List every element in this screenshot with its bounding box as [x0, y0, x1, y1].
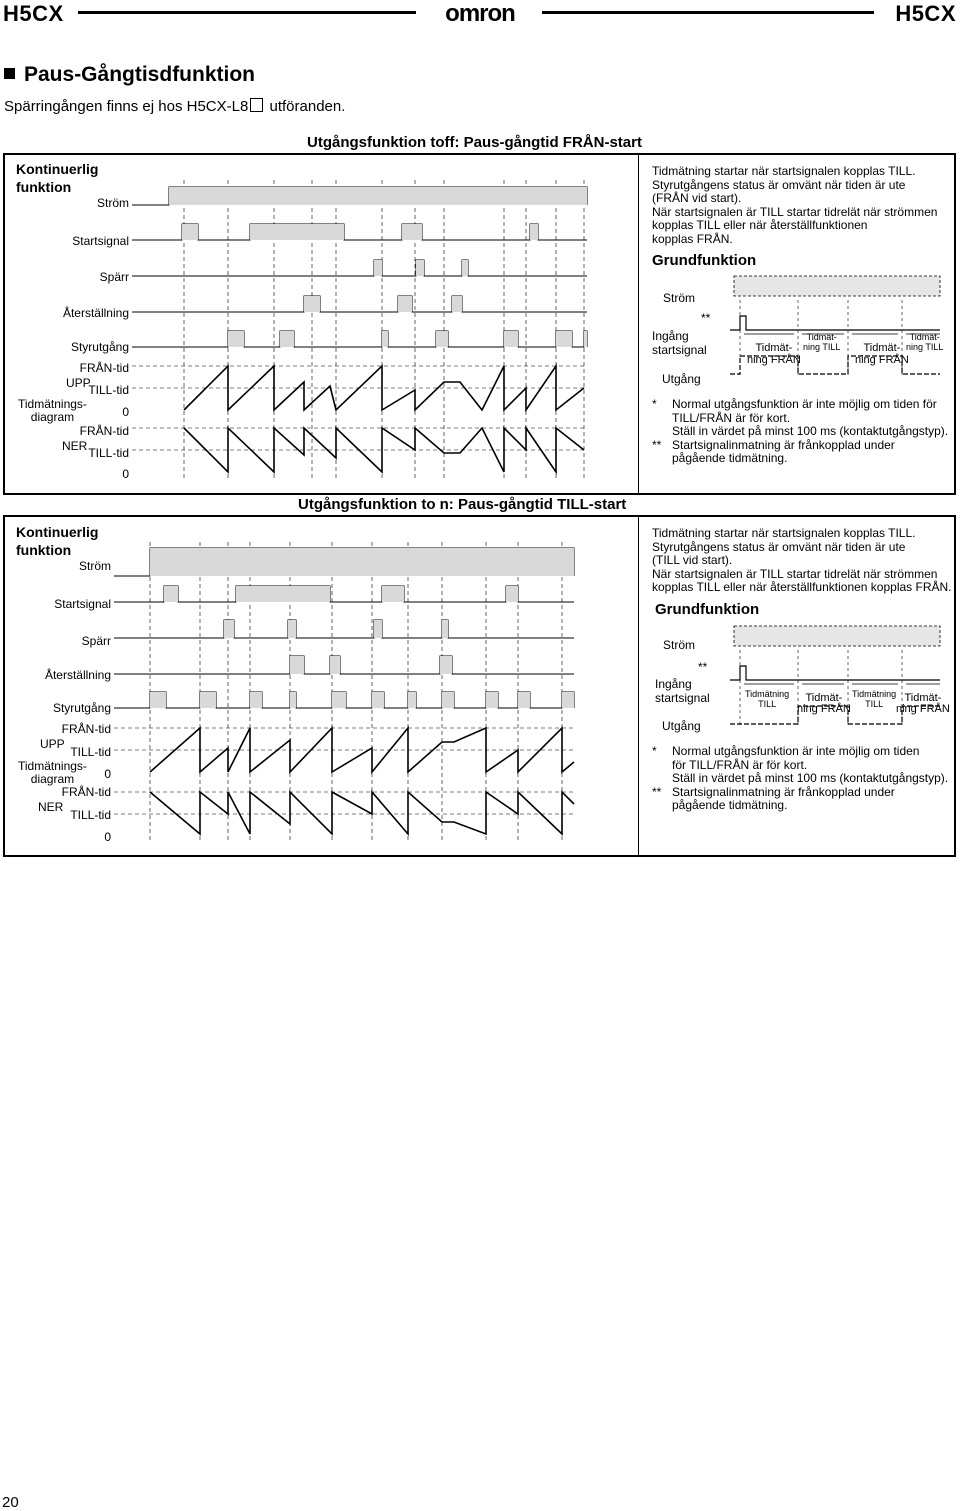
basic-seg3: Tidmät- ning FRÅN [855, 342, 909, 366]
section-toff-title: Utgångsfunktion toff: Paus-gångtid FRÅN-start [307, 134, 642, 151]
header-rule-right [542, 11, 874, 14]
aterstallning-signal-fill [452, 296, 462, 312]
label-zero-up: 0 [122, 405, 129, 419]
basic-label-stars: ** [698, 660, 708, 674]
styrutgang-signal-fill [250, 692, 262, 708]
startsignal-signal [114, 586, 574, 602]
label-aterstallning: Återställning [62, 306, 129, 320]
section-divider [638, 517, 639, 855]
startsignal-signal-fill [236, 586, 330, 602]
sparr-signal-fill [462, 260, 468, 276]
down-count-ramp [150, 792, 574, 834]
page-header [0, 0, 960, 28]
styrutgang-signal-fill [584, 331, 587, 347]
aterstallning-signal [114, 656, 574, 674]
basic-strom-band [734, 276, 940, 296]
label-fran-tid-down: FRÅN-tid [61, 785, 111, 799]
sparr-signal-fill [374, 260, 382, 276]
basic-input-pulse [730, 666, 940, 680]
strom-signal-fill [150, 548, 574, 576]
styrutgang-signal-fill [280, 331, 294, 347]
label-fran-tid-down: FRÅN-tid [79, 424, 129, 438]
label-diagram: Tidmätnings- diagram [18, 397, 87, 424]
basic-label-utgang: Utgång [662, 719, 701, 733]
basic-seg4: Tidmät- ning FRÅN [896, 692, 950, 715]
label-zero-down: 0 [122, 467, 129, 481]
basic-seg2: Tidmät- ning FRÅN [797, 692, 851, 715]
startsignal-signal-fill [182, 224, 198, 240]
basic-strom-band [734, 626, 940, 646]
label-strom: Ström [78, 559, 111, 573]
startsignal-signal-fill [382, 586, 404, 602]
basic-seg2: Tidmät- ning TILL [803, 332, 841, 352]
label-diagram: Tidmätnings- diagram [18, 759, 87, 786]
label-upp: UPP [66, 376, 91, 390]
label-till-tid-up: TILL-tid [70, 745, 111, 759]
sparr-signal-fill [288, 620, 296, 638]
basic-seg4: Tidmät- ning TILL [906, 332, 944, 352]
styrutgang-signal-fill [562, 692, 574, 708]
styrutgang-signal-fill [332, 692, 346, 708]
bullet-square-icon [4, 68, 15, 79]
aterstallning-signal-fill [304, 296, 320, 312]
basic-label-ingang: Ingång startsignal [655, 677, 710, 705]
startsignal-signal [132, 224, 587, 240]
startsignal-signal-fill [506, 586, 518, 602]
label-upp: UPP [40, 737, 65, 751]
notes-toff: * Normal utgångsfunktion är inte möjlig om tiden för TILL/FRÅN är för kort. Ställ in värdet på minst 100 ms (kontaktutgångstyp). ** Startsignalinmatning är frånkopplad under pågående tidmätning. [652, 397, 949, 465]
styrutgang-signal-fill [556, 331, 572, 347]
styrutgang-signal-fill [504, 331, 518, 347]
basic-label-stars: ** [701, 311, 711, 325]
basic-seg1: Tidmät- ning FRÅN [747, 342, 801, 366]
mode-label: Kontinuerlig funktion [16, 524, 99, 558]
styrutgang-signal [132, 331, 587, 347]
label-sparr: Spärr [81, 634, 111, 648]
styrutgang-signal-fill [518, 692, 530, 708]
styrutgang-signal-fill [150, 692, 166, 708]
description-toff: Tidmätning startar när startsignalen kopplas TILL. Styrutgångens status är omvänt när tiden är ute (FRÅN vid start). När startsignalen är TILL startar tidrelät när strömmen kopplas TILL eller när återställfunktionen kopplas FRÅN. [652, 164, 938, 246]
styrutgang-signal-fill [372, 692, 384, 708]
label-startsignal: Startsignal [72, 234, 129, 248]
startsignal-signal-fill [250, 224, 344, 240]
label-styrutgang: Styrutgång [70, 340, 129, 354]
basic-seg1: Tidmätning TILL [745, 689, 790, 709]
page-subtitle: Spärringången finns ej hos H5CX-L8 utföranden. [4, 98, 346, 115]
startsignal-signal-fill [530, 224, 538, 240]
label-aterstallning: Återställning [44, 668, 111, 682]
header-model-left: H5CX [3, 1, 64, 26]
basic-input-pulse [730, 316, 940, 330]
label-ner: NER [62, 439, 88, 453]
page-title: Paus-Gångtisdfunktion [4, 63, 255, 87]
sparr-signal-fill [374, 620, 382, 638]
aterstallning-signal-fill [290, 656, 304, 674]
timing-chart-toff [132, 150, 592, 480]
styrutgang-signal-fill [290, 692, 296, 708]
grundfunktion-heading: Grundfunktion [655, 601, 760, 618]
grundfunktion-heading: Grundfunktion [652, 252, 757, 269]
notes-ton: * Normal utgångsfunktion är inte möjlig om tiden för TILL/FRÅN är för kort. Ställ in värdet på minst 100 ms (kontaktutgångstyp). ** Startsignalinmatning är frånkopplad under pågående tidmätning. [652, 744, 949, 812]
sparr-signal [132, 260, 587, 276]
sparr-signal-fill [442, 620, 448, 638]
header-rule-left [78, 11, 416, 14]
label-ner: NER [38, 800, 64, 814]
styrutgang-signal-fill [436, 331, 448, 347]
mode-label: Kontinuerlig funktion [16, 161, 99, 195]
header-model-right: H5CX [895, 1, 956, 26]
basic-label-strom: Ström [663, 638, 696, 652]
label-till-tid-down: TILL-tid [88, 446, 129, 460]
label-till-tid-down: TILL-tid [70, 808, 111, 822]
strom-signal-fill [169, 187, 587, 205]
aterstallning-signal-fill [330, 656, 340, 674]
aterstallning-signal-fill [440, 656, 452, 674]
label-zero-down: 0 [104, 830, 111, 844]
styrutgang-signal-fill [382, 331, 388, 347]
label-till-tid-up: TILL-tid [88, 383, 129, 397]
styrutgang-signal-fill [200, 692, 216, 708]
label-styrutgang: Styrutgång [52, 701, 111, 715]
basic-seg3: Tidmätning TILL [852, 689, 897, 709]
sparr-signal-fill [416, 260, 424, 276]
description-ton: Tidmätning startar när startsignalen kopplas TILL. Styrutgångens status är omvänt när tiden är ute (TILL vid start). När startsignalen är TILL startar tidrelät när strömmen kopplas TILL eller när återställfunktionen kopplas FRÅN. [652, 526, 952, 594]
label-startsignal: Startsignal [54, 597, 111, 611]
startsignal-signal-fill [402, 224, 422, 240]
aterstallning-signal-fill [398, 296, 412, 312]
sparr-signal-fill [224, 620, 234, 638]
startsignal-signal-fill [164, 586, 178, 602]
aterstallning-signal [132, 296, 587, 312]
brand-logo: omron [445, 0, 515, 27]
sparr-signal [114, 620, 574, 638]
styrutgang-signal-fill [442, 692, 454, 708]
section-ton-title: Utgångsfunktion to n: Paus-gångtid TILL-start [298, 496, 627, 513]
page-number: 20 [2, 1494, 19, 1511]
basic-label-utgang: Utgång [662, 372, 701, 386]
styrutgang-signal-fill [228, 331, 244, 347]
styrutgang-signal-fill [408, 692, 416, 708]
basic-label-ingang: Ingång startsignal [652, 329, 707, 357]
section-divider [638, 155, 639, 493]
label-strom: Ström [96, 196, 129, 210]
basic-label-strom: Ström [663, 291, 696, 305]
label-fran-tid-up: FRÅN-tid [61, 722, 111, 736]
label-fran-tid-up: FRÅN-tid [79, 361, 129, 375]
label-sparr: Spärr [99, 270, 129, 284]
label-zero-up: 0 [104, 767, 111, 781]
timing-chart-ton [114, 512, 574, 842]
placeholder-box-icon [250, 98, 263, 112]
styrutgang-signal-fill [486, 692, 498, 708]
